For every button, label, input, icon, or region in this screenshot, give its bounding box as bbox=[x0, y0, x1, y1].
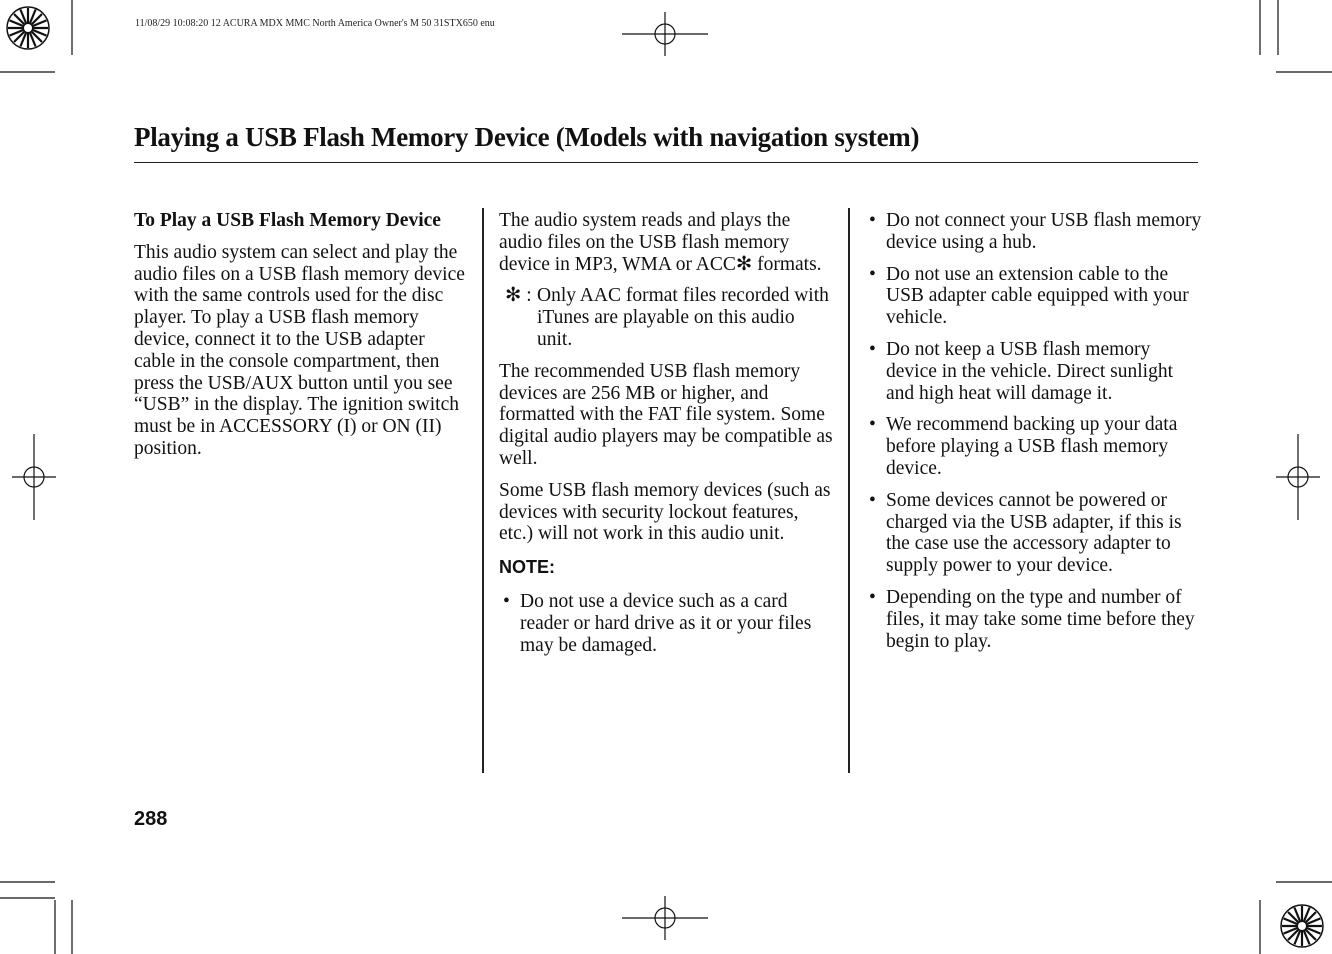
list-item: • We recommend backing up your data before playing a USB flash memory device. bbox=[865, 414, 1205, 479]
section-heading: To Play a USB Flash Memory Device bbox=[134, 210, 441, 231]
paragraph-recommended: The recommended USB flash memory devices are 256 MB or higher, and formatted with the FAT file system. Some digital audio players may be compatible as well. bbox=[499, 360, 833, 469]
list-item: • Do not keep a USB flash memory device in the vehicle. Direct sunlight and high heat will damage it. bbox=[865, 339, 1205, 404]
footnote bbox=[499, 285, 834, 350]
section-body: This audio system can select and play the audio files on a USB flash memory device with the same controls used for the disc player. To play a USB flash memory device, connect it to the USB adapter cable in the console compartment, then press the USB/AUX button until you see “USB” in the display. The ignition switch must be in ACCESSORY (I) or ON (II) position. bbox=[134, 241, 465, 459]
list-item: • Depending on the type and number of files, it may take some time before they begin to play. bbox=[865, 587, 1205, 652]
page-number: 288 bbox=[134, 808, 168, 830]
paragraph-formats: The audio system reads and plays the audio files on the USB flash memory device in MP3, WMA or ACC✻ formats. bbox=[499, 210, 822, 275]
title-divider bbox=[134, 162, 1198, 163]
column-3 bbox=[865, 210, 1205, 662]
list-item: • Do not use an extension cable to the USB adapter cable equipped with your vehicle. bbox=[865, 264, 1205, 329]
page-title: Playing a USB Flash Memory Device (Models with navigation system) bbox=[134, 122, 920, 152]
list-item: • Do not use a device such as a card reader or hard drive as it or your files may be damaged. bbox=[499, 591, 834, 656]
column-2 bbox=[499, 210, 834, 666]
footnote-mark: ✻ : bbox=[505, 285, 532, 307]
note-label: NOTE: bbox=[499, 557, 555, 578]
list-item: • Some devices cannot be powered or charged via the USB adapter, if this is the case use the accessory adapter to supply power to your device. bbox=[865, 490, 1205, 577]
note-list-continued bbox=[865, 210, 1205, 652]
list-item: • Do not connect your USB flash memory device using a hub. bbox=[865, 210, 1205, 254]
column-divider-2 bbox=[848, 208, 850, 773]
column-divider-1 bbox=[482, 208, 484, 773]
footnote-text: Only AAC format files recorded with iTunes are playable on this audio unit. bbox=[537, 285, 829, 350]
column-1 bbox=[134, 210, 469, 470]
print-header: 11/08/29 10:08:20 12 ACURA MDX MMC North America Owner's M 50 31STX650 enu bbox=[135, 18, 495, 29]
note-list bbox=[499, 591, 834, 656]
paragraph-security: Some USB flash memory devices (such as devices with security lockout features, etc.) will not work in this audio unit. bbox=[499, 479, 831, 545]
